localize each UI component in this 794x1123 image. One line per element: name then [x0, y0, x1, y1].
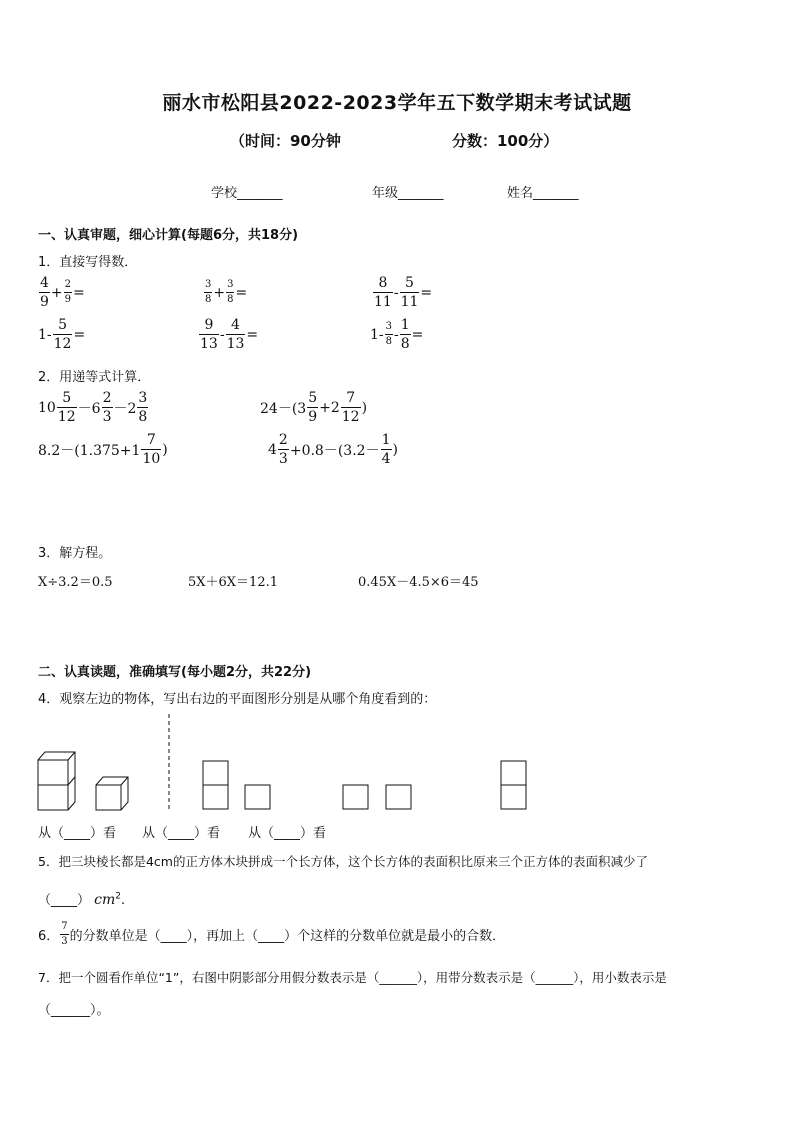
grade-field[interactable]: 年级_______ [372, 186, 444, 201]
q5-unit-exponent: 2 [115, 891, 122, 902]
plane-view-3 [501, 761, 526, 809]
section2-heading: 二、认真读题，准确填写(每小题2分，共22分) [38, 665, 312, 680]
q2-prompt: 2．用递等式计算． [38, 370, 151, 385]
q5-unit: cm [94, 892, 116, 908]
q4-prompt: 4．观察左边的物体，写出右边的平面图形分别是从哪个角度看到的： [38, 692, 437, 707]
q3-equation-2: 5X＋6X＝12.1 [188, 575, 278, 590]
q2-expression-4: 4 $\frac{2}{3}$ +0.8－(3.2－ $\frac{1}{4}$ ) [268, 432, 398, 467]
q3-prompt: 3．解方程。 [38, 546, 112, 561]
plane-view-2 [343, 785, 411, 809]
q1-item-4: 1- $\frac{5}{12}$ = [38, 317, 86, 352]
page-title: 丽水市松阳县2022-2023学年五下数学期末考试试题 [162, 92, 632, 114]
q2-expression-3: 8.2－(1.375+1 $\frac{7}{10}$ ) [38, 432, 168, 467]
time-limit: （时间：90分钟 [230, 132, 341, 150]
q6-line: 6． $\frac{7}{3}$ 的分数单位是（____），再加上（____）个这样的分数单位就是最小的合数． [38, 921, 506, 947]
total-score: 分数：100分） [452, 132, 559, 150]
q4-blank-2[interactable]: 从（____）看 [142, 826, 221, 841]
stacked-cubes [38, 752, 75, 810]
section1-heading: 一、认真审题，细心计算(每题6分，共18分) [38, 228, 299, 243]
school-field[interactable]: 学校_______ [211, 186, 283, 201]
q2-expression-2: 24－(3 $\frac{5}{9}$ +2 $\frac{7}{12}$ ) [260, 390, 368, 425]
q4-blank-3[interactable]: 从（____）看 [248, 826, 327, 841]
q6-fraction: $\frac{7}{3}$ [61, 921, 68, 947]
q2-expression-1: 10 $\frac{5}{12}$ －6 $\frac{2}{3}$ －2 $\frac{3}{8}$ [38, 390, 148, 425]
q1-item-5: $\frac{9}{13}$ - $\frac{4}{13}$ = [200, 317, 259, 352]
q3-equation-3: 0.45X－4.5×6＝45 [358, 575, 479, 590]
q1-item-2: $\frac{3}{8}$ + $\frac{3}{8}$ = [205, 279, 248, 305]
single-cube [96, 777, 128, 810]
q5-blank[interactable]: （____） [38, 893, 91, 908]
name-field[interactable]: 姓名_______ [507, 186, 579, 201]
q1-item-6: 1- $\frac{3}{8}$ - $\frac{1}{8}$ = [370, 317, 424, 352]
q7-blank-decimal[interactable]: （______）。 [38, 1003, 110, 1018]
q1-item-1: $\frac{4}{9}$ + $\frac{2}{9}$ = [40, 275, 85, 310]
q4-blank-1[interactable]: 从（____）看 [38, 826, 117, 841]
q5-text: 5．把三块棱长都是4cm的正方体木块拼成一个长方体，这个长方体的表面积比原来三个正方体的表面积减少了 [38, 854, 648, 869]
plane-view-1 [203, 761, 270, 809]
q7-text: 7．把一个圆看作单位“1”，右图中阴影部分用假分数表示是（______），用带分数表示是（______），用小数表示是 [38, 970, 667, 985]
q1-item-3: $\frac{8}{11}$ - $\frac{5}{11}$ = [374, 275, 433, 310]
q3-equation-1: X÷3.2＝0.5 [38, 575, 113, 590]
q5-answer-line: （____） $cm^2$. [38, 891, 126, 908]
q1-prompt: 1．直接写得数． [38, 255, 138, 270]
